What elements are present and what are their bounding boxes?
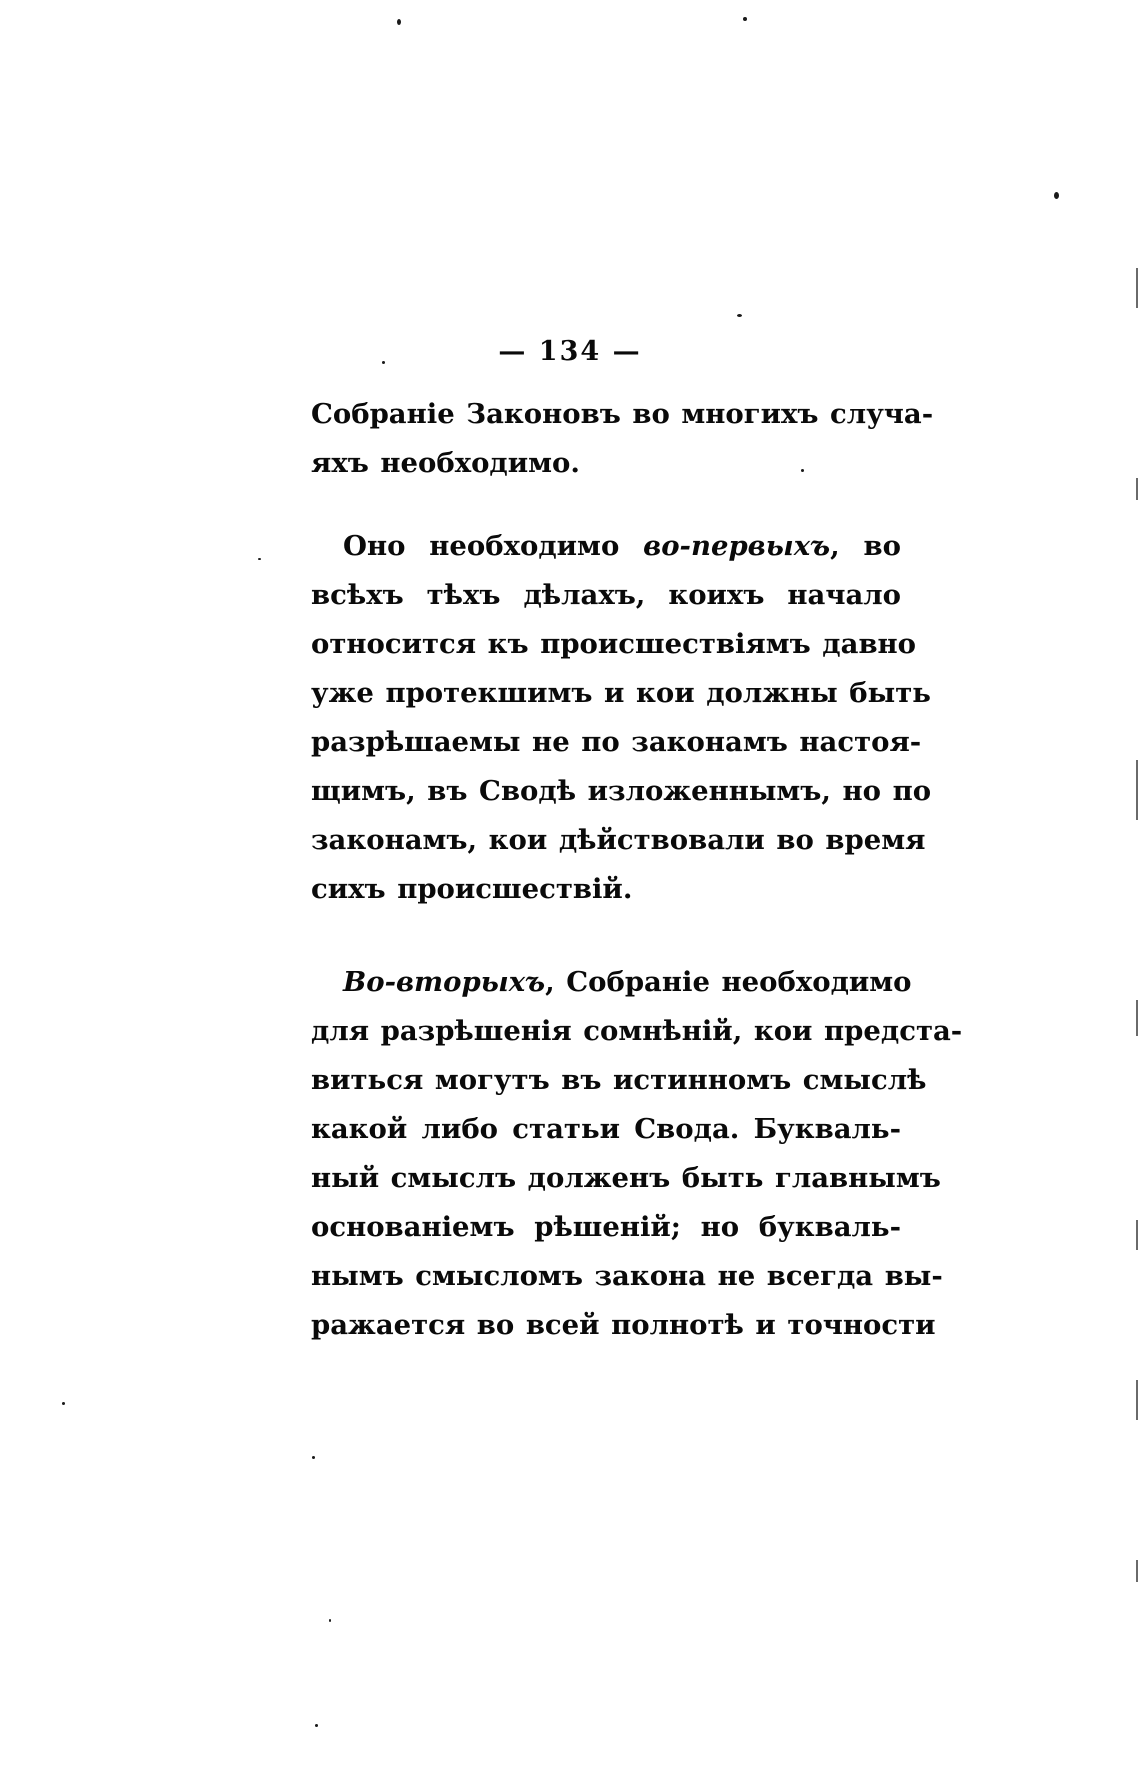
paragraph-first	[311, 522, 932, 914]
scan-edge-mark	[1136, 760, 1138, 820]
text-line	[311, 522, 901, 571]
scan-speck	[1054, 192, 1059, 199]
text-line	[311, 958, 912, 1007]
text-line: ный смыслъ долженъ быть главнымъ	[311, 1162, 941, 1194]
text-line: Собраніе Законовъ во многихъ случа-	[311, 398, 934, 430]
text-line: яхъ необходимо.	[311, 447, 580, 479]
scan-edge-mark	[1136, 1560, 1138, 1582]
scan-speck	[315, 1724, 318, 1727]
paragraph-intro	[311, 390, 934, 488]
scan-speck	[801, 469, 804, 472]
scan-edge-mark	[1136, 268, 1138, 308]
text-run: , Собраніе необходимо	[545, 966, 912, 998]
text-line: основаніемъ рѣшеній; но букваль-	[311, 1211, 901, 1243]
text-line: виться могутъ въ истинномъ смыслѣ	[311, 1064, 927, 1096]
scan-speck	[62, 1402, 65, 1405]
text-run: Оно необходимо	[343, 530, 644, 562]
scan-speck	[397, 19, 401, 25]
text-line: щимъ, въ Сводѣ изложеннымъ, но по	[311, 775, 932, 807]
scan-edge-mark	[1136, 1000, 1138, 1036]
scan-speck	[382, 361, 385, 364]
text-line: ражается во всей полнотѣ и точности	[311, 1309, 936, 1341]
scan-speck	[258, 558, 261, 560]
emphasis-text: во-первыхъ	[643, 530, 831, 562]
emphasis-text: Во-вторыхъ	[343, 966, 546, 998]
text-run: , во	[830, 530, 901, 562]
text-line: законамъ, кои дѣйствовали во время	[311, 824, 926, 856]
scan-edge-mark	[1136, 478, 1138, 500]
scan-speck	[743, 17, 747, 21]
text-line: для разрѣшенія сомнѣній, кои предста-	[311, 1015, 963, 1047]
scan-speck	[737, 314, 742, 317]
text-line: нымъ смысломъ закона не всегда вы-	[311, 1260, 943, 1292]
text-line: сихъ происшествій.	[311, 873, 633, 905]
text-line: относится къ происшествіямъ давно	[311, 628, 917, 660]
scan-speck	[312, 1456, 315, 1459]
scan-edge-mark	[1136, 1380, 1138, 1420]
text-line: уже протекшимъ и кои должны быть	[311, 677, 931, 709]
scan-speck	[329, 1619, 331, 1622]
scan-edge-mark	[1136, 1220, 1138, 1250]
text-line: разрѣшаемы не по законамъ настоя-	[311, 726, 922, 758]
text-line: всѣхъ тѣхъ дѣлахъ, коихъ начало	[311, 579, 901, 611]
page-number: — 134 —	[498, 336, 642, 367]
paragraph-second	[311, 958, 963, 1350]
text-line: какой либо статьи Свода. Букваль-	[311, 1113, 901, 1145]
